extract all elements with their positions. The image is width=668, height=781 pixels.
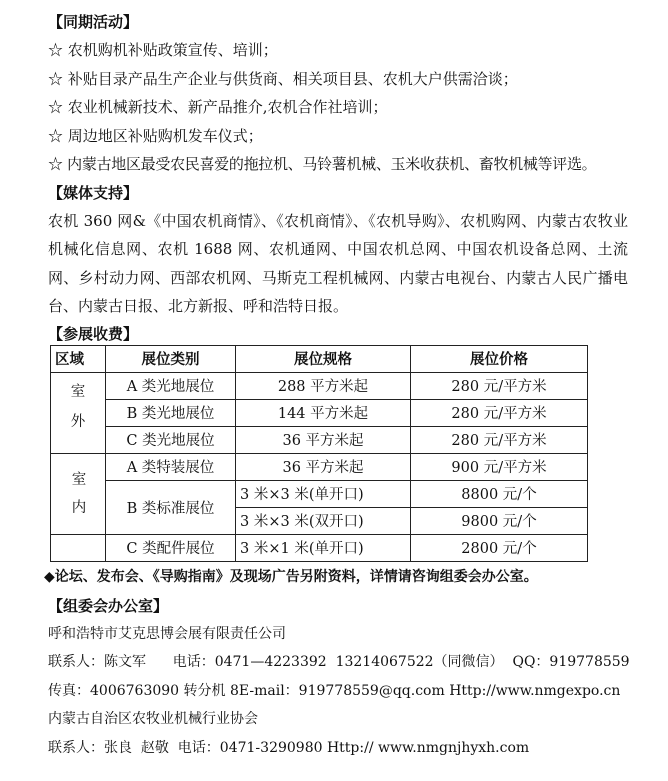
company-name: 呼和浩特市艾克思博会展有限责任公司 [48,625,286,642]
booth-type: B 类光地展位 [106,399,236,426]
booth-spec: 3 米×3 米(单开口) [236,480,411,507]
activity-item: ☆ 农业机械新技术、新产品推介,农机合作社培训； [48,98,388,116]
fees-note: ◆论坛、发布会、《导购指南》及现场广告另附资料，详情请咨询组委会办公室。 [44,568,538,585]
col-price: 展位价格 [411,345,588,372]
region-outdoor: 室外 [51,372,106,453]
booth-spec: 144 平方米起 [236,399,411,426]
booth-type: A 类特装展位 [106,453,236,480]
table-row [51,399,588,426]
association-name: 内蒙古自治区农牧业机械行业协会 [48,711,258,727]
contact-line: 联系人：陈文军 电话：0471—4223392 13214067522（同微信） QQ：919778559 [48,654,630,670]
activity-item: ☆ 农机购机补贴政策宣传、培训； [48,41,278,59]
activity-item: ☆ 内蒙古地区最受农民喜爱的拖拉机、马铃薯机械、玉米收获机、畜牧机械等评选。 [48,155,597,173]
office-heading: 【组委会办公室】 [48,596,169,615]
booth-price: 280 元/平方米 [411,372,588,399]
table-row [51,453,588,480]
fee-table [50,345,588,562]
booth-price: 280 元/平方米 [411,426,588,453]
fees-heading: 【参展收费】 [48,324,139,343]
contact-line: 联系人：张良 赵敬 电话：0471-3290980 Http:// www.nmgnjhyxh.com [48,739,530,756]
booth-type: C 类光地展位 [106,426,236,453]
table-row [51,480,588,507]
table-row [51,426,588,453]
table-header-row [51,345,588,372]
activity-item: ☆ 周边地区补贴购机发车仪式； [48,126,263,145]
booth-spec: 36 平方米起 [236,453,411,480]
booth-price: 900 元/平方米 [411,453,588,480]
booth-price: 2800 元/个 [411,534,588,561]
booth-spec: 3 米×1 米(单开口) [236,534,411,561]
fax-email-line: 传真：4006763090 转分机 8E-mail：919778559@qq.com Http://www.nmgexpo.cn [48,682,621,699]
activity-item: ☆ 补贴目录产品生产企业与供货商、相关项目县、农机大户供需洽谈； [48,69,518,88]
booth-type: A 类光地展位 [106,372,236,399]
booth-spec: 288 平方米起 [236,372,411,399]
booth-price: 280 元/平方米 [411,399,588,426]
media-heading: 【媒体支持】 [48,183,139,202]
table-row [51,534,588,561]
col-spec: 展位规格 [236,345,411,372]
booth-spec: 36 平方米起 [236,426,411,453]
activities-heading: 【同期活动】 [48,13,139,31]
booth-type: C 类配件展位 [106,534,236,561]
booth-type: B 类标准展位 [106,480,236,534]
col-type: 展位类别 [106,345,236,372]
booth-spec: 3 米×3 米(双开口) [236,507,411,534]
region-empty [51,534,106,561]
media-list: 农机 360 网&《中国农机商情》、《农机商情》、《农机导购》、农机购网、内蒙古农牧业机械化信息网、农机 1688 网、农机通网、中国农机总网、中国农机设备总网、土流网、乡村动力网、西部农机网、马斯克工程机械网、内蒙古电视台、内蒙古人民广播电台、内蒙古日报、北方新报、呼和浩特日报。 [48,211,628,315]
booth-price: 8800 元/个 [411,480,588,507]
col-region: 区域 [51,345,106,372]
region-indoor: 室内 [51,453,106,534]
table-row [51,372,588,399]
document-page [44,8,630,762]
booth-price: 9800 元/个 [411,507,588,534]
